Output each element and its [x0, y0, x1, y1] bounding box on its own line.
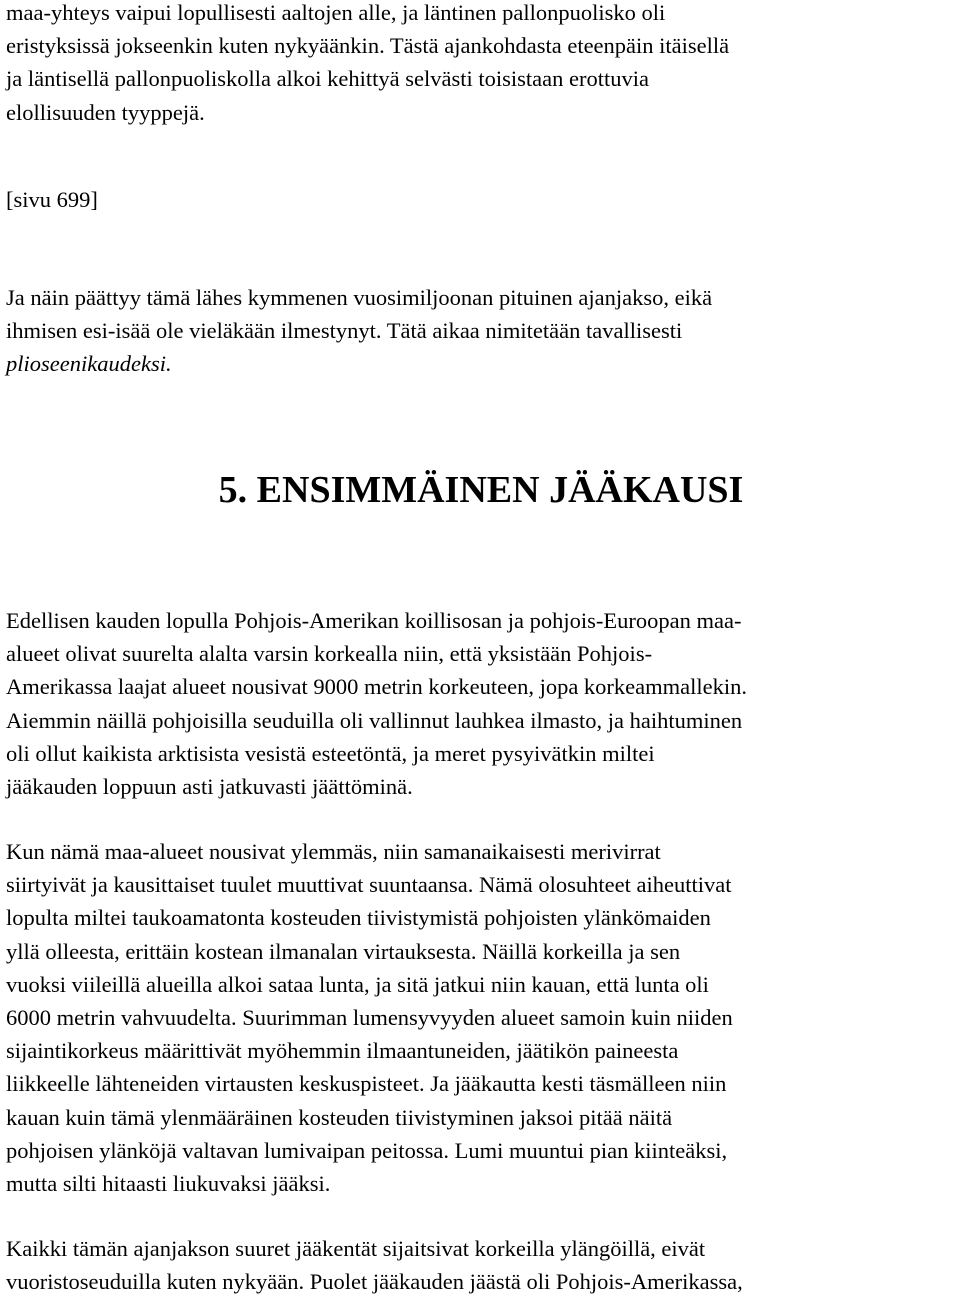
text-line: Edellisen kauden lopulla Pohjois-Amerikan koillisosan ja pohjois-Euroopan maa-: [6, 608, 742, 633]
page-marker-text: [sivu 699]: [6, 187, 98, 212]
section-heading: 5. ENSIMMÄINEN JÄÄKAUSI: [218, 469, 744, 511]
text-line: alueet olivat suurelta alalta varsin korkealla niin, että yksistään Pohjois-: [6, 641, 653, 667]
text-line: Amerikassa laajat alueet nousivat 9000 metrin korkeuteen, jopa korkeammallekin.: [6, 674, 748, 700]
italic-term: plioseenikaudeksi.: [6, 351, 172, 377]
text-line: vuoksi viileillä alueilla alkoi sataa lunta, ja sitä jatkui niin kauan, että lunta oli: [6, 971, 709, 997]
text-line: siirtyivät ja kausittaiset tuulet muuttivat suuntaansa. Nämä olosuhteet aiheuttivat: [6, 872, 732, 898]
text-line: Aiemmin näillä pohjoisilla seuduilla oli vallinnut lauhkea ilmasto, ja haihtuminen: [6, 707, 743, 733]
text-line: Kun nämä maa-alueet nousivat ylemmäs, niin samanaikaisesti merivirrat: [6, 839, 661, 864]
text-line: sijaintikorkeus määrittivät myöhemmin ilmaantuneiden, jäätikön paineesta: [6, 1038, 679, 1064]
text-line: ihmisen esi-isää ole vieläkään ilmestynyt. Tätä aikaa nimitetään tavallisesti: [6, 318, 683, 344]
text-line: kauan kuin tämä ylenmääräinen kosteuden tiivistyminen jaksoi pitää näitä: [6, 1104, 673, 1130]
paragraph-2: [6, 835, 733, 1200]
paragraph-3: [6, 1232, 743, 1298]
text-line: 6000 metrin vahvuudelta. Suurimman lumensyvyyden alueet samoin kuin niiden: [6, 1005, 733, 1031]
text-line: maa-yhteys vaipui lopullisesti aaltojen alle, ja läntinen pallonpuolisko oli: [6, 0, 666, 25]
text-line: jääkauden loppuun asti jatkuvasti jäättöminä.: [6, 774, 413, 800]
text-line: yllä olleesta, erittäin kostean ilmanalan virtauksesta. Näillä korkeilla ja sen: [6, 938, 681, 964]
paragraph-intro: [6, 0, 729, 129]
text-line: pohjoisen ylänköjä valtavan lumivaipan peitossa. Lumi muuntui pian kiinteäksi,: [6, 1137, 728, 1163]
text-line-italic: [6, 347, 712, 380]
text-line: Ja näin päättyy tämä lähes kymmenen vuosimiljoonan pituinen ajanjakso, eikä: [6, 285, 713, 310]
page-marker: [6, 183, 98, 216]
text-line: eristyksissä jokseenkin kuten nykyäänkin. Tästä ajankohdasta eteenpäin itäisellä: [6, 33, 730, 59]
paragraph-period-end: [6, 281, 712, 381]
text-line: oli ollut kaikista arktisista vesistä esteetöntä, ja meret pysyivätkin miltei: [6, 740, 655, 766]
text-line: lopulta miltei taukoamatonta kosteuden tiivistymistä pohjoisten ylänkömaiden: [6, 905, 711, 931]
text-line: Kaikki tämän ajanjakson suuret jääkentät sijaitsivat korkeilla ylängöillä, eivät: [6, 1236, 706, 1261]
text-line: ja läntisellä pallonpuoliskolla alkoi kehittyä selvästi toisistaan erottuvia: [6, 66, 649, 92]
text-line: vuoristoseuduilla kuten nykyään. Puolet jääkauden jäästä oli Pohjois-Amerikassa,: [6, 1269, 743, 1295]
text-line: mutta silti hitaasti liukuvaksi jääksi.: [6, 1171, 331, 1197]
paragraph-1: [6, 604, 747, 803]
text-line: elollisuuden tyyppejä.: [6, 99, 205, 125]
text-line: liikkeelle lähteneiden virtausten keskuspisteet. Ja jääkautta kesti täsmälleen niin: [6, 1071, 727, 1097]
